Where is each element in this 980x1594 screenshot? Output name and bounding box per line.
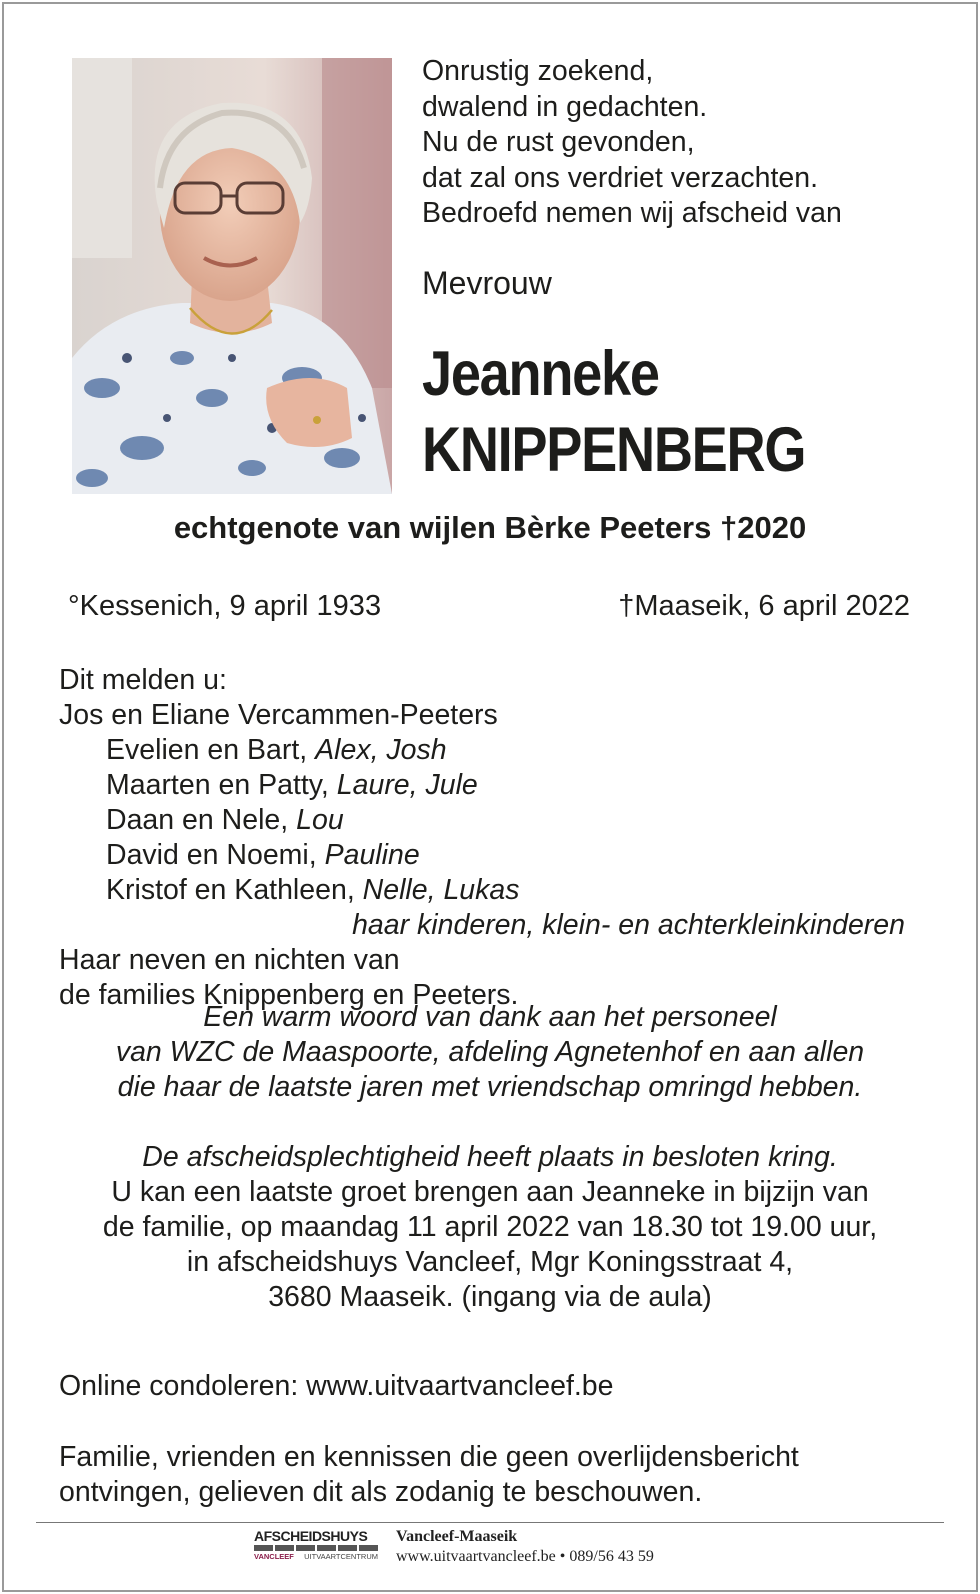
logo-right: UITVAARTCENTRUM (304, 1552, 378, 1561)
family-parents: David en Noemi, (106, 839, 325, 871)
poem-line: Nu de rust gevonden, (422, 126, 695, 158)
family-line (59, 768, 929, 803)
thanks-block (0, 1000, 980, 1105)
nephews-line: Haar neven en nichten van (59, 944, 400, 976)
poem (422, 54, 842, 232)
ceremony-line: de familie, op maandag 11 april 2022 van 18.30 tot 19.00 uur, (102, 1211, 878, 1243)
footer-website-phone: www.uitvaartvancleef.be • 089/56 43 59 (396, 1548, 654, 1565)
ceremony-line: in afscheidshuys Vancleef, Mgr Koningsstraat 4, (186, 1246, 794, 1278)
announcement (59, 663, 929, 1013)
last-name: KNIPPENBERG (422, 415, 806, 485)
family-line (59, 873, 929, 908)
family-kids: Nelle, Lukas (362, 874, 520, 906)
death-info: †Maaseik, 6 april 2022 (618, 590, 910, 622)
family-parents: Daan en Nele, (106, 804, 297, 836)
final-line: Familie, vrienden en kennissen die geen overlijdensbericht (59, 1441, 799, 1473)
thanks-line: van WZC de Maaspoorte, afdeling Agnetenhof en aan allen (115, 1036, 865, 1068)
family-kids: Alex, Josh (315, 734, 447, 766)
footer-contact (396, 1527, 654, 1567)
online-condolence: Online condoleren: www.uitvaartvancleef.be (59, 1370, 614, 1402)
ceremony-line: U kan een laatste groet brengen aan Jeanneke in bijzijn van (111, 1176, 869, 1208)
poem-line: dwalend in gedachten. (422, 90, 708, 123)
thanks-line: Een warm woord van dank aan het personeel (203, 1001, 777, 1033)
relation-line: haar kinderen, klein- en achterkleinkinderen (352, 909, 905, 941)
final-note (59, 1440, 799, 1510)
ceremony-block (0, 1140, 980, 1315)
logo-subtitle (254, 1552, 378, 1561)
ceremony-note: De afscheidsplechtigheid heeft plaats in besloten kring. (142, 1141, 838, 1173)
funeral-home-logo (254, 1528, 378, 1561)
family-kids: Lou (296, 804, 344, 836)
footer-company: Vancleef-Maaseik (396, 1528, 518, 1545)
birth-info: °Kessenich, 9 april 1933 (68, 590, 382, 622)
poem-line: dat zal ons verdriet verzachten. (422, 161, 819, 194)
ceremony-line: 3680 Maaseik. (ingang via de aula) (268, 1281, 712, 1313)
announce-intro: Dit melden u: (59, 664, 227, 696)
honorific: Mevrouw (422, 265, 552, 301)
portrait-photo (72, 58, 392, 494)
footer-divider (36, 1522, 944, 1523)
family-line (59, 733, 929, 768)
logo-left: VANCLEEF (254, 1552, 294, 1561)
family-line (59, 838, 929, 873)
thanks-line: die haar de laatste jaren met vriendschap omringd hebben. (117, 1071, 863, 1103)
family-parents: Kristof en Kathleen, (106, 874, 363, 906)
logo-bars (254, 1545, 378, 1551)
poem-line: Onrustig zoekend, (422, 55, 654, 87)
announce-children: Jos en Eliane Vercammen-Peeters (59, 699, 498, 731)
spouse-line: echtgenote van wijlen Bèrke Peeters †2020 (173, 510, 807, 545)
deceased-name (422, 336, 805, 488)
family-parents: Evelien en Bart, (106, 734, 316, 766)
family-kids: Pauline (324, 839, 420, 871)
final-line: ontvingen, gelieven dit als zodanig te beschouwen. (59, 1476, 703, 1508)
family-parents: Maarten en Patty, (106, 769, 337, 801)
family-line (59, 803, 929, 838)
first-name: Jeanneke (422, 339, 659, 409)
nephews-line: de families Knippenberg en Peeters. (59, 979, 519, 1011)
logo-title: AFSCHEIDSHUYS (254, 1528, 368, 1544)
poem-line: Bedroefd nemen wij afscheid van (422, 197, 842, 229)
family-kids: Laure, Jule (336, 769, 478, 801)
